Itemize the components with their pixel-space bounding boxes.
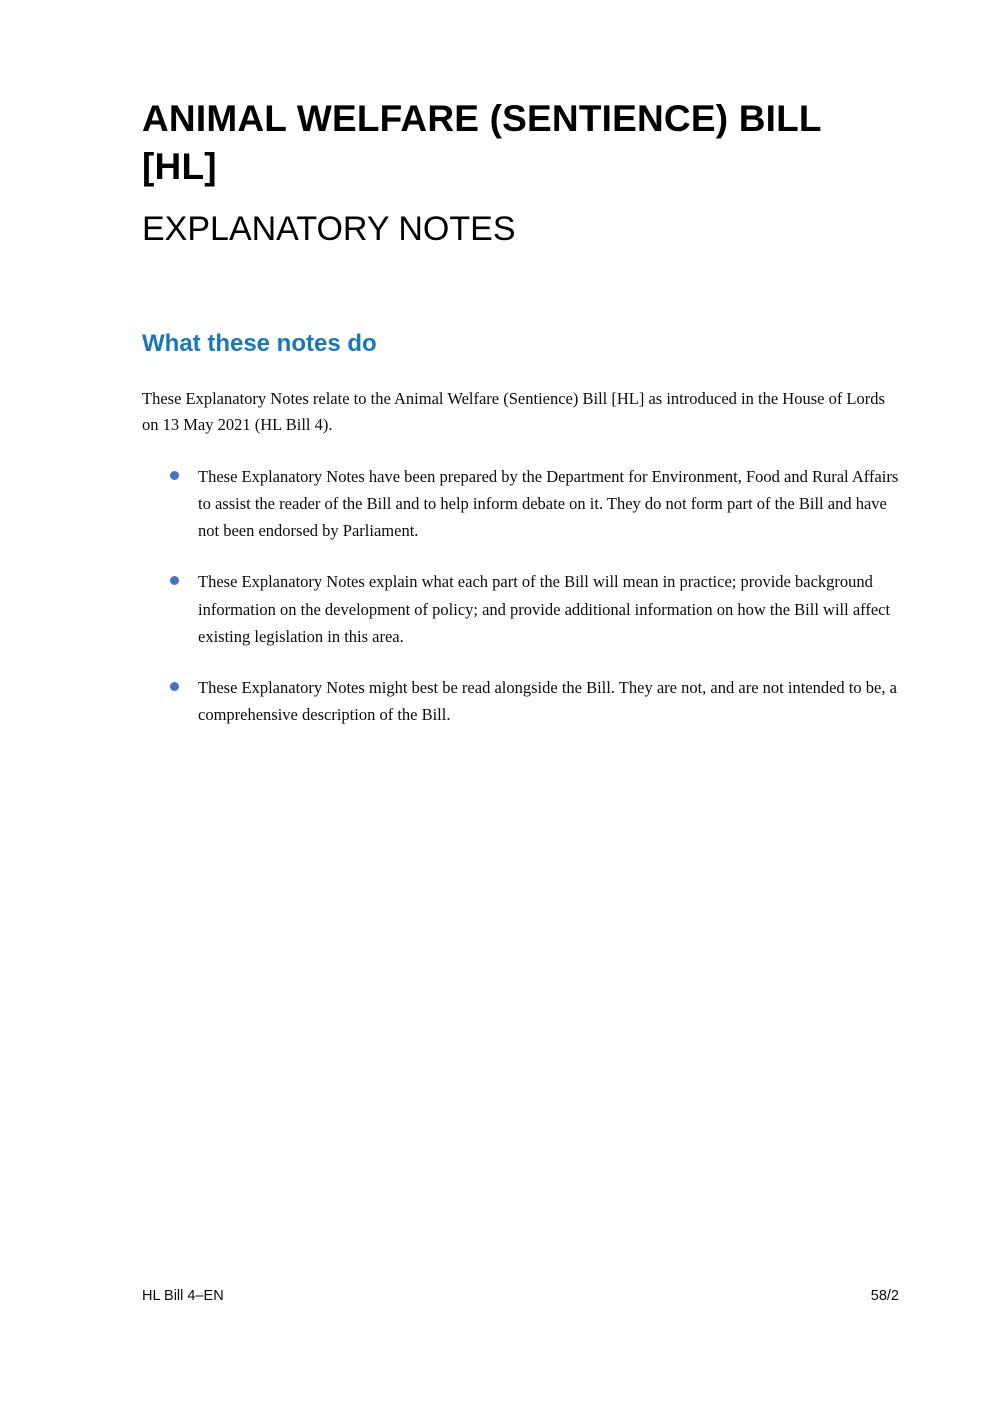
bullet-list [142, 463, 899, 729]
bullet-text: These Explanatory Notes might best be read alongside the Bill. They are not, and are not intended to be, a comprehensive description of the Bill. [198, 678, 897, 725]
page-footer [142, 1288, 899, 1304]
document-title [142, 95, 899, 191]
intro-paragraph: These Explanatory Notes relate to the Animal Welfare (Sentience) Bill [HL] as introduced in the House of Lords on 13 May 2021 (HL Bill 4). [142, 388, 885, 435]
bullet-text: These Explanatory Notes have been prepared by the Department for Environment, Food and Rural Affairs to assist the reader of the Bill and to help inform debate on it. They do not form part of the Bill and have not been endorsed by Parliament. [198, 466, 899, 541]
footer-bill-reference: HL Bill 4–EN [142, 1288, 224, 1304]
document-title-line1: ANIMAL WELFARE (SENTIENCE) BILL [142, 98, 822, 139]
list-item [142, 463, 899, 545]
document-title-line2: [HL] [142, 146, 217, 188]
bullet-icon [170, 682, 179, 691]
section-heading: What these notes do [142, 329, 377, 357]
footer-page-number: 58/2 [870, 1288, 899, 1304]
bullet-icon [170, 576, 179, 585]
bullet-icon [170, 471, 179, 480]
list-item [142, 568, 899, 650]
bullet-text: These Explanatory Notes explain what each part of the Bill will mean in practice; provide background information on the development of policy; and provide additional information on how the Bill will affect existing legislation in this area. [198, 572, 891, 646]
document-content [142, 0, 899, 729]
list-item [142, 674, 899, 728]
document-subtitle: EXPLANATORY NOTES [142, 210, 516, 249]
